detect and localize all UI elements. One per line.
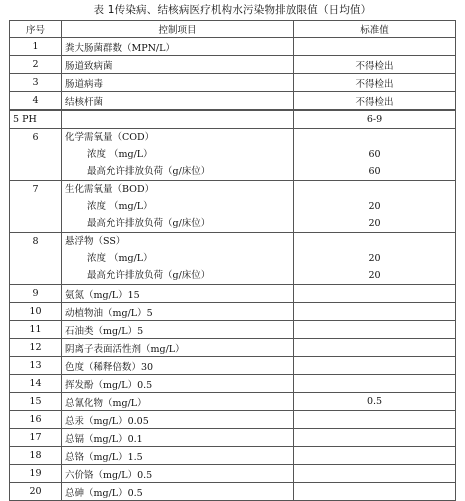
row-number: 1 bbox=[10, 38, 62, 56]
row-value-concentration: 20 bbox=[368, 201, 381, 212]
row-value: 6-9 bbox=[294, 110, 456, 129]
row-item: 肠道病毒 bbox=[62, 74, 294, 92]
column-header-item: 控制项目 bbox=[62, 21, 294, 38]
row-value: 0.5 bbox=[294, 393, 456, 411]
row-value: 不得检出 bbox=[294, 56, 456, 74]
table-row bbox=[10, 465, 456, 483]
emission-limits-table bbox=[9, 20, 456, 501]
row-value-blank bbox=[297, 181, 452, 198]
row-subitem-concentration: 浓度 （mg/L） bbox=[87, 201, 153, 212]
row-item: 氨氮（mg/L）15 bbox=[62, 285, 294, 303]
row-number bbox=[10, 233, 62, 285]
row-value bbox=[294, 465, 456, 483]
table-row bbox=[10, 447, 456, 465]
row-value bbox=[294, 429, 456, 447]
row-number bbox=[10, 181, 62, 233]
row-item: 结核杆菌 bbox=[62, 92, 294, 111]
row-value bbox=[294, 339, 456, 357]
row-item: 总汞（mg/L）0.05 bbox=[62, 411, 294, 429]
row-number: 4 bbox=[10, 92, 62, 111]
table-row bbox=[10, 483, 456, 501]
row-number-text: 6 bbox=[32, 132, 39, 143]
row-item: 粪大肠菌群数（MPN/L） bbox=[62, 38, 294, 56]
row-item: 肠道致病菌 bbox=[62, 56, 294, 74]
row-value-load: 20 bbox=[368, 270, 381, 281]
row-number: 15 bbox=[10, 393, 62, 411]
table-row bbox=[10, 411, 456, 429]
row-number: 18 bbox=[10, 447, 62, 465]
row-number: 17 bbox=[10, 429, 62, 447]
row-value bbox=[294, 447, 456, 465]
row-item: 总铬（mg/L）1.5 bbox=[62, 447, 294, 465]
row-value bbox=[294, 411, 456, 429]
table-row bbox=[10, 303, 456, 321]
row-item: 阴离子表面活性剂（mg/L） bbox=[62, 339, 294, 357]
row-value bbox=[294, 129, 456, 181]
row-number-text: 8 bbox=[32, 236, 39, 247]
table-row bbox=[10, 285, 456, 303]
row-number: 2 bbox=[10, 56, 62, 74]
table-row bbox=[10, 357, 456, 375]
table-row bbox=[10, 92, 456, 111]
table-row bbox=[10, 393, 456, 411]
row-item: 动植物油（mg/L）5 bbox=[62, 303, 294, 321]
table-row bbox=[10, 129, 456, 181]
row-value bbox=[294, 357, 456, 375]
row-value bbox=[294, 233, 456, 285]
row-item bbox=[62, 129, 294, 181]
row-item-label: 悬浮物（SS） bbox=[65, 236, 126, 247]
row-value bbox=[294, 321, 456, 339]
row-subitem-concentration: 浓度 （mg/L） bbox=[87, 253, 153, 264]
row-value-load: 60 bbox=[368, 166, 381, 177]
row-item: 总砷（mg/L）0.5 bbox=[62, 483, 294, 501]
row-value bbox=[294, 285, 456, 303]
table-row bbox=[10, 56, 456, 74]
row-value bbox=[294, 483, 456, 501]
table-row bbox=[10, 375, 456, 393]
column-header-no: 序号 bbox=[10, 21, 62, 38]
row-value-blank bbox=[297, 233, 452, 250]
row-subitem-load: 最高允许排放负荷（g/床位） bbox=[87, 218, 211, 229]
row-number-text: 7 bbox=[32, 184, 39, 195]
row-number: 12 bbox=[10, 339, 62, 357]
row-value-concentration: 60 bbox=[368, 149, 381, 160]
row-item: 石油类（mg/L）5 bbox=[62, 321, 294, 339]
row-subitem-concentration: 浓度 （mg/L） bbox=[87, 149, 153, 160]
row-item-label: 生化需氧量（BOD） bbox=[65, 184, 155, 195]
row-item bbox=[62, 233, 294, 285]
row-item bbox=[62, 110, 294, 129]
row-number: 13 bbox=[10, 357, 62, 375]
table-row bbox=[10, 339, 456, 357]
row-number bbox=[10, 129, 62, 181]
row-item-label: 化学需氧量（COD） bbox=[65, 132, 155, 143]
row-value bbox=[294, 38, 456, 56]
table-row bbox=[10, 429, 456, 447]
row-value bbox=[294, 181, 456, 233]
table-row bbox=[10, 233, 456, 285]
row-item: 色度（稀释倍数）30 bbox=[62, 357, 294, 375]
table-row bbox=[10, 38, 456, 56]
row-value: 不得检出 bbox=[294, 92, 456, 111]
table-row bbox=[10, 321, 456, 339]
row-number: 14 bbox=[10, 375, 62, 393]
row-number: 9 bbox=[10, 285, 62, 303]
row-value-load: 20 bbox=[368, 218, 381, 229]
column-header-standard: 标准值 bbox=[294, 21, 456, 38]
row-number: 16 bbox=[10, 411, 62, 429]
row-subitem-load: 最高允许排放负荷（g/床位） bbox=[87, 270, 211, 281]
row-number: 19 bbox=[10, 465, 62, 483]
row-number: 5 PH bbox=[10, 110, 62, 129]
row-number: 11 bbox=[10, 321, 62, 339]
row-item: 总镉（mg/L）0.1 bbox=[62, 429, 294, 447]
row-item: 六价铬（mg/L）0.5 bbox=[62, 465, 294, 483]
row-item: 总氰化物（mg/L） bbox=[62, 393, 294, 411]
table-row bbox=[10, 110, 456, 129]
row-item: 挥发酚（mg/L）0.5 bbox=[62, 375, 294, 393]
table-title: 表 1传染病、结核病医疗机构水污染物排放限值（日均值） bbox=[93, 4, 372, 16]
row-item bbox=[62, 181, 294, 233]
table-row bbox=[10, 181, 456, 233]
table-row bbox=[10, 74, 456, 92]
row-number: 20 bbox=[10, 483, 62, 501]
row-number: 3 bbox=[10, 74, 62, 92]
row-value-blank bbox=[297, 129, 452, 146]
row-value: 不得检出 bbox=[294, 74, 456, 92]
row-value-concentration: 20 bbox=[368, 253, 381, 264]
row-value bbox=[294, 375, 456, 393]
row-value bbox=[294, 303, 456, 321]
row-number: 10 bbox=[10, 303, 62, 321]
row-subitem-load: 最高允许排放负荷（g/床位） bbox=[87, 166, 211, 177]
